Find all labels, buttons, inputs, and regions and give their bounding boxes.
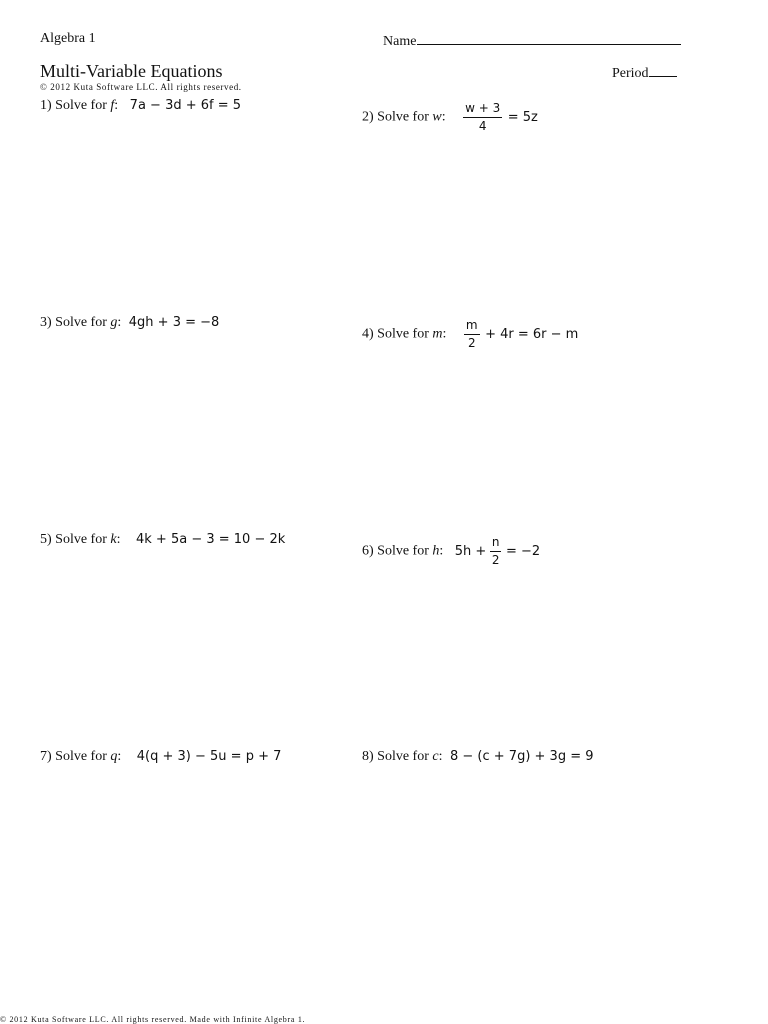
worksheet-title: Multi-Variable Equations bbox=[40, 61, 223, 81]
problem-number: 8) bbox=[362, 749, 374, 764]
problem-fraction bbox=[464, 317, 480, 352]
course-title: Algebra 1 bbox=[40, 31, 96, 46]
problem-prompt: Solve for bbox=[377, 543, 429, 559]
problem-prompt: Solve for bbox=[55, 98, 107, 113]
problem-colon: : bbox=[114, 98, 119, 113]
problem-variable: q bbox=[110, 749, 118, 764]
problem-equation-lhs: 5h + bbox=[454, 543, 487, 559]
problem-variable: w bbox=[432, 109, 442, 125]
period-label: Period bbox=[612, 66, 649, 81]
problem-equation: 8 − (c + 7g) + 3g = 9 bbox=[450, 749, 594, 764]
problem-prompt: Solve for bbox=[55, 532, 107, 547]
problem-variable: g bbox=[110, 315, 118, 330]
problem-1 bbox=[40, 98, 241, 114]
problem-prompt: Solve for bbox=[377, 749, 429, 764]
problem-number: 1) bbox=[40, 98, 52, 113]
problem-number: 7) bbox=[40, 749, 52, 764]
name-label: Name bbox=[383, 34, 417, 49]
problem-number: 4) bbox=[362, 326, 374, 342]
problem-8 bbox=[362, 749, 594, 765]
problem-fraction bbox=[490, 534, 502, 569]
problem-colon: : bbox=[441, 109, 446, 125]
problem-equation: 7a − 3d + 6f = 5 bbox=[129, 98, 242, 113]
problem-colon: : bbox=[117, 315, 122, 330]
problem-3 bbox=[40, 315, 219, 331]
fraction-denominator: 2 bbox=[491, 553, 500, 567]
problem-number: 2) bbox=[362, 109, 374, 125]
fraction-denominator: 2 bbox=[467, 336, 476, 350]
footer-copyright: © 2012 Kuta Software LLC. All rights reserved. Made with Infinite Algebra 1. bbox=[0, 1015, 306, 1024]
problem-equation: 4(q + 3) − 5u = p + 7 bbox=[136, 749, 282, 764]
period-field bbox=[612, 64, 677, 82]
problem-variable: f bbox=[110, 98, 115, 113]
problem-colon: : bbox=[117, 749, 122, 764]
problem-equation-rhs: + 4r = 6r − m bbox=[485, 326, 579, 342]
problem-colon: : bbox=[442, 326, 447, 342]
problem-prompt: Solve for bbox=[55, 749, 107, 764]
problem-variable: m bbox=[432, 326, 443, 342]
period-blank-line bbox=[649, 64, 677, 77]
problem-colon: : bbox=[116, 532, 121, 547]
problem-number: 5) bbox=[40, 532, 52, 547]
copyright-notice: © 2012 Kuta Software LLC. All rights reserved. bbox=[40, 82, 242, 92]
fraction-numerator: m bbox=[464, 317, 480, 335]
problem-number: 6) bbox=[362, 543, 374, 559]
problem-equation-rhs: = 5z bbox=[507, 109, 538, 125]
problem-4 bbox=[362, 317, 578, 352]
fraction-numerator: w + 3 bbox=[463, 100, 502, 118]
fraction-denominator: 4 bbox=[478, 119, 487, 133]
problem-prompt: Solve for bbox=[55, 315, 107, 330]
problem-2 bbox=[362, 100, 538, 135]
problem-variable: c bbox=[432, 749, 439, 764]
problem-5 bbox=[40, 532, 285, 548]
problem-equation: 4gh + 3 = −8 bbox=[128, 315, 220, 330]
problem-fraction bbox=[463, 100, 502, 135]
name-field bbox=[383, 31, 681, 50]
problem-equation: 4k + 5a − 3 = 10 − 2k bbox=[136, 532, 286, 547]
problem-variable: k bbox=[110, 532, 117, 547]
problem-6 bbox=[362, 534, 540, 569]
problem-number: 3) bbox=[40, 315, 52, 330]
problem-prompt: Solve for bbox=[377, 326, 429, 342]
problem-equation-rhs: = −2 bbox=[505, 543, 541, 559]
fraction-numerator: n bbox=[490, 534, 502, 552]
problem-colon: : bbox=[439, 543, 444, 559]
problem-variable: h bbox=[432, 543, 440, 559]
problem-7 bbox=[40, 749, 281, 765]
problem-colon: : bbox=[438, 749, 443, 764]
name-blank-line bbox=[417, 31, 681, 45]
problem-prompt: Solve for bbox=[377, 109, 429, 125]
